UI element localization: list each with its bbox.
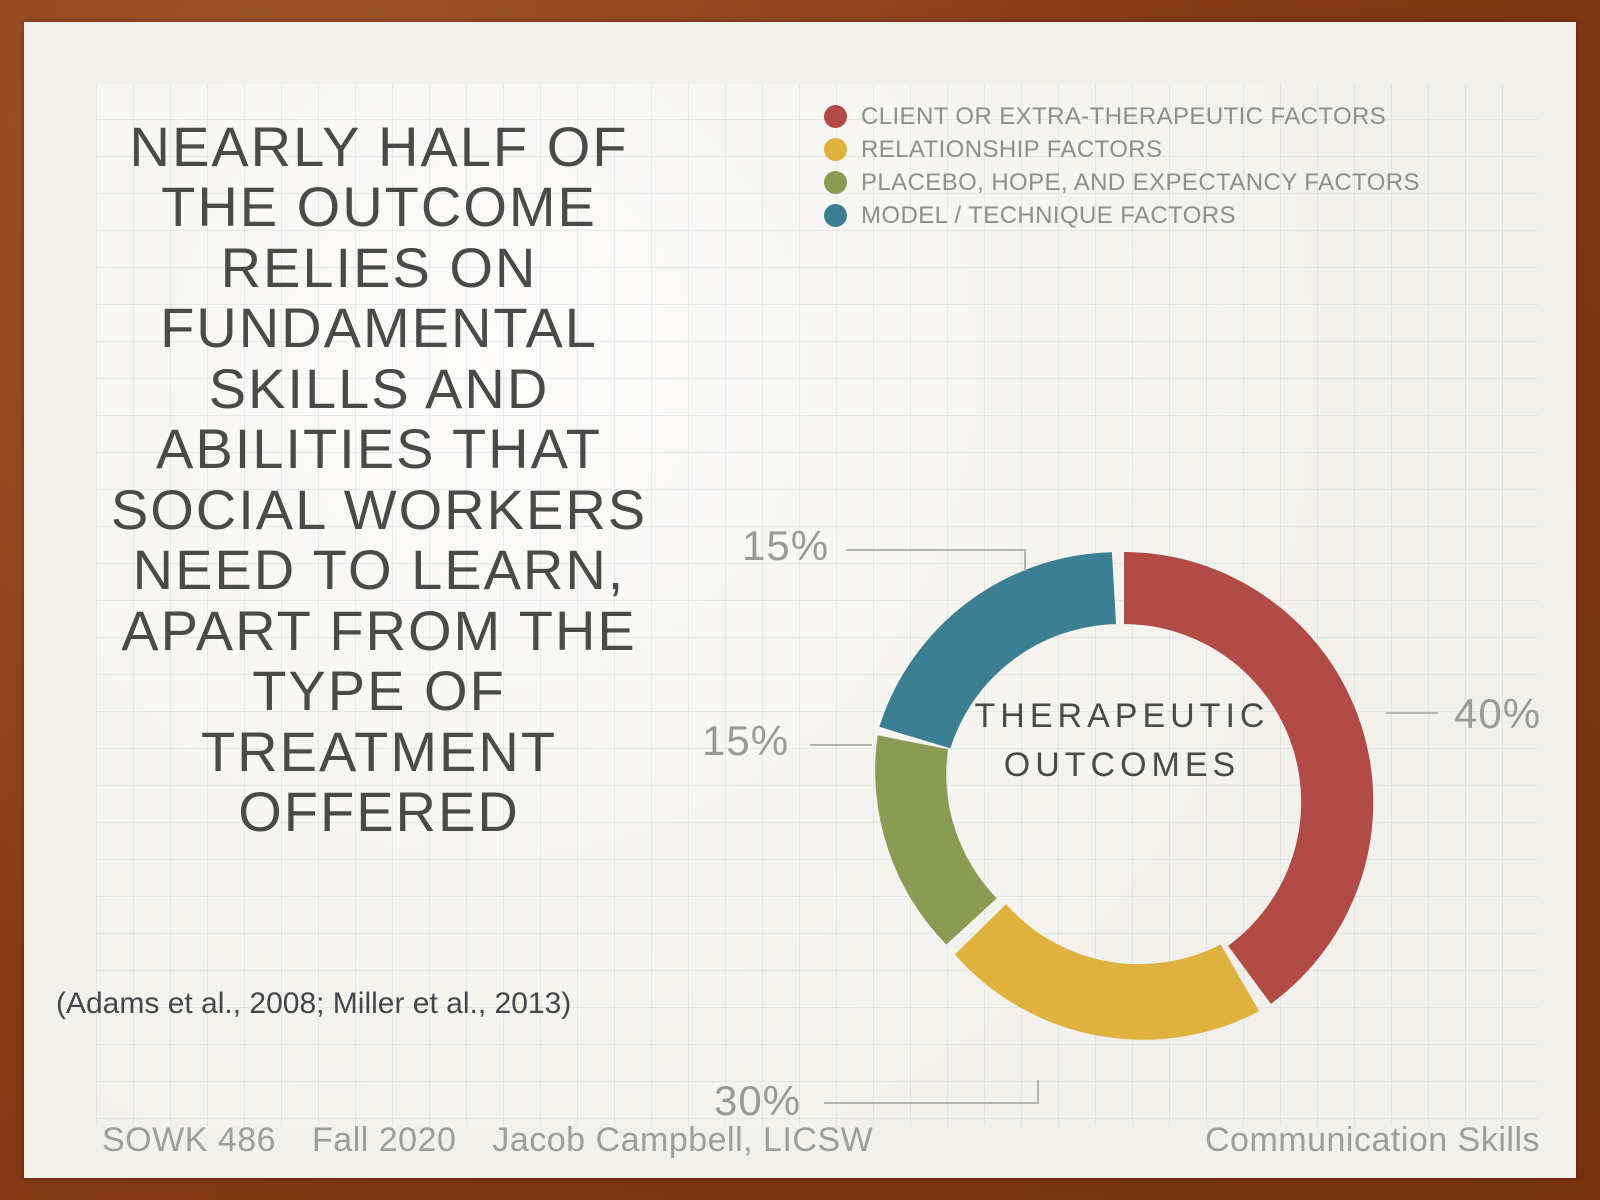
footer-course: SOWK 486 bbox=[102, 1121, 277, 1159]
chart-legend bbox=[824, 100, 1524, 232]
donut-segment-relationship bbox=[955, 904, 1259, 1040]
footer-instructor: Jacob Campbell, LICSW bbox=[492, 1121, 874, 1159]
legend-swatch-icon bbox=[824, 105, 847, 128]
legend-item-label: CLIENT OR EXTRA-THERAPEUTIC FACTORS bbox=[861, 102, 1387, 130]
footer-topic: Communication Skills bbox=[1205, 1121, 1540, 1159]
slide-canvas bbox=[24, 22, 1576, 1178]
footer-term: Fall 2020 bbox=[312, 1121, 457, 1159]
legend-item-label: MODEL / TECHNIQUE FACTORS bbox=[861, 201, 1236, 229]
legend-item-label: RELATIONSHIP FACTORS bbox=[861, 135, 1163, 163]
donut-center-label: THERAPEUTIC OUTCOMES bbox=[974, 697, 1270, 785]
donut-svg bbox=[839, 517, 1409, 1087]
leader-tick-15a bbox=[1024, 549, 1026, 571]
legend-item-label: PLACEBO, HOPE, AND EXPECTANCY FACTORS bbox=[861, 168, 1420, 196]
slide-content bbox=[24, 22, 1576, 1178]
leader-line-15b bbox=[810, 744, 872, 746]
value-label-model: 15% bbox=[742, 522, 830, 569]
legend-swatch-icon bbox=[824, 138, 847, 161]
legend-swatch-icon bbox=[824, 171, 847, 194]
legend-item-model bbox=[824, 199, 1524, 232]
leader-line-30 bbox=[824, 1102, 1039, 1104]
footer-left bbox=[102, 1121, 899, 1160]
leader-tick-30 bbox=[1037, 1080, 1039, 1104]
value-label-relationship: 30% bbox=[714, 1077, 802, 1124]
leader-line-15a bbox=[846, 549, 1026, 551]
donut-chart bbox=[839, 517, 1409, 1087]
value-label-placebo: 15% bbox=[702, 717, 790, 764]
legend-item-relationship bbox=[824, 133, 1524, 166]
citation-text: (Adams et al., 2008; Miller et al., 2013) bbox=[56, 987, 572, 1020]
legend-item-placebo bbox=[824, 166, 1524, 199]
leader-line-40 bbox=[1386, 712, 1438, 714]
value-label-client: 40% bbox=[1454, 690, 1542, 737]
legend-swatch-icon bbox=[824, 204, 847, 227]
legend-item-client bbox=[824, 100, 1524, 133]
headline-text: NEARLY HALF OF THE OUTCOME RELIES ON FUNDAMENTAL SKILLS AND ABILITIES THAT SOCIAL WORKERS NEED TO LEARN, APART FROM THE TYPE OF TREATMENT OFFERED bbox=[110, 115, 648, 844]
